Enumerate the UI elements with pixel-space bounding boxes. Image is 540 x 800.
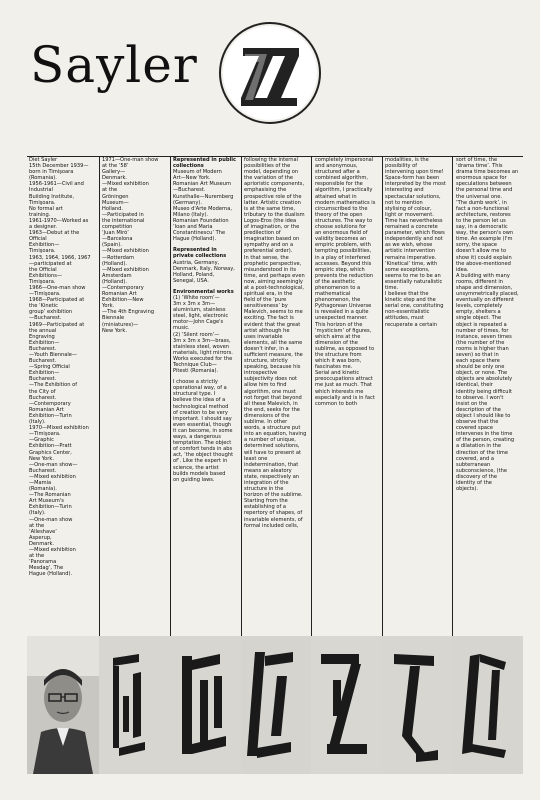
column-text: I choose a strictly operational way, of a structural type. I believe the idea of a technological method of creation to be very important. I should say even essential, though it can become, in some ways, a dangerous temptation. The object of comfort tends in abs act, ‘the object thought of’. Like the expert in science, the artist builds models based on guiding laws.	[173, 379, 234, 483]
artist-portrait	[27, 636, 99, 774]
artwork-panel	[452, 636, 523, 774]
artwork-panel	[170, 636, 241, 774]
column-biography-2	[102, 157, 168, 637]
column-essay-1	[244, 157, 310, 637]
column-text: 1971—One-man show at the ‘58’ Gallery— Denmark. —Mixed exhibition at the Gröningen Museum— Holland. —Participated in the international competition ‘Juan Miró’ —Barcelona (Spain). —Mixed exhibition —Rotterdam (Holland). —Mixed exhibition Amsterdam (Holland). —Contemporary Romanian Art Exhibition—New York. —The 4th Engraving Biennale (miniatures)— New York.	[102, 157, 159, 334]
section-heading: Environmental works	[173, 288, 234, 295]
column-collections	[173, 157, 239, 637]
column-essay-3	[385, 157, 451, 637]
column-essay-4	[456, 157, 522, 637]
artwork-panel	[311, 636, 382, 774]
column-text: modalities, is the possibility of intervening upon time! Space-form has been interpreted by the most interesting and spectacular solutions, not to mention stylising of colour, light or movement. Time has nevertheless remained a concrete parameter, which flows independently and not as we wish, whose artistic intervention remains imperative. ‘Kinetical’ time, with some exceptions, seems to me to be an essentially naturalistic time. I believe that the kinetic step and the serial one, constituting non-essentialistic attitudes, must recuperate a certain	[385, 157, 446, 328]
column-text: (1) ‘White room’— 3m x 3m x 3m— aluminium, stainless steel, light, electronic motor—John Cage's music. (2) ‘Silent room’— 3m x 3m x 3m—brass, stainless steel, woven materials, light mirrors. Works executed for the Technique Club— Pitesti (Romania).	[173, 294, 233, 375]
column-text: sort of time, the ‘drama time’. This drama time becomes an enormous space for speculations between the personal time and the universal one. ‘The dumb work’, in fact a non-functional architecture, restores to the person let us say, in a democratic way, the person's own time. An example (I'm sorry, the space doesn't allow me to show it) could explain the above-mentioned idea. A building with many rooms, different in shape and dimension, unsymmetrically placed, eventually on different levels, completely empty, shelters a single object. The object is repeated a number of times, for instance, seven times (the number of the rooms is higher than seven) so that in each space there should be only one object, or none. The objects are absolutely identical, their identity being difficult to observe. I won't insist on the description of the object I should like to observe that the covered space intervenes in the time of the person, creating a dilatation in the direction of the time covered, and a subterranean subconscience, (the discovery of the identity of the objects).	[456, 157, 519, 493]
column-biography-1	[29, 157, 97, 637]
column-text: completely impersonal and anonymous, structured after a combined algorithm, responsible for the algorithm, I practically attained what in modern mathematics is circumscribed to the theory of the open structures. The way to choose solutions for an enormous field of validity becomes an empiric problem, with tempting possibilities, in a play of interfered accesses. Beyond this empiric step, which prevents the reduction of the aesthetic phenomenon to a mathematical phenomenon, the Pythagorean Universe is revealed in a quite unexpected manner. This horizon of the ‘mysticism’ of figures, which aims at the dimension of the sublime, as opposed to the structure from which it was born, fascinates me. Serial and kinetic preoccupations attract me just as much. That which interests me especially and is in fact common to both	[315, 157, 376, 407]
section-heading: Represented in private collections	[173, 247, 227, 260]
section-heading: Represented in public collections	[173, 157, 236, 170]
zz-logo-icon	[215, 18, 325, 128]
page-title: Sayler	[30, 36, 198, 94]
column-text: Diet Sayler 15th December 1939— born in Timişoara (Romania). 1956-1961—Civil and Industrial Building Institute, Timişoara. No formal art training. 1961-1970—Worked as a designer. 1963—Debut at the Official Exhibition— Timişoara. 1963, 1964, 1966, 1967 —participated at the Official Exhibitions— Timişoara. 1966—One-man show —Timişoara. 1968—Participated at the ‘Kinetic group’ exhibition —Bucharest. 1969—Participated at the annual Engraving Exhibition— Bucharest. —Youth Biennale— Bucharest. —Spring Official Exhibition— Bucharest. —The Exhibition of the City of Bucharest. —Contemporary Romanian Art Exhibition—Turin (Italy). 1970—Mixed exhibition —Timişoara. —Graphic Exhibition—Pratt Graphics Center, New York. —One-man show— Bucharest. —Mixed exhibition —Mamia (Romania). —The Romanian Art Museum's Exhibition—Turin (Italy). —One-man show at the ‘Alleshave’ Asperup, Denmark. —Mixed exhibition at the ‘Panorama Mesdag’, The Hague (Holland).	[29, 157, 91, 578]
artwork-panel	[241, 636, 311, 774]
column-essay-2	[315, 157, 381, 637]
text-columns	[27, 157, 523, 637]
column-text: Austria, Germany, Denmark, Italy, Norway, Holland, Poland, Senegal, USA.	[173, 259, 235, 284]
column-text: Museum of Modern Art—New York. Romanian Art Museum —Bucharest. Kunsthalle—Nuremberg (Germany). Museo d'Arte Moderna, Milano (Italy). Romanian Foundation ‘Ioan and Maria Constantinescu’ The Hague (Holland).	[173, 169, 234, 243]
artwork-panel	[382, 636, 452, 774]
column-text: following the internal possibilities of the model, depending on the variation of the aprioristic components, emphasising the prospective role of the latter. Artistic creation is at the same time, tributary to the dualism Logos-Eros (the idea of imagination, or the predilection of imagination based on sympathy and on a preferential order). In that sense, the prophetic perspective, misunderstood in its time, and perhaps even now, aiming seemingly at a post-technological, spiritual era, in the field of the ‘pure sensitiveness’ by Malevich, seems to me exciting. The fact is evident that the great artist although he uses invariable elements, all the same doesn't infer, in a sufficient measure, the structure, strictly speaking, because his introspective subjectivity does not allow him to find algorithm, one must not forget that beyond all these Malevich, in the end, seeks for the dimensions of the sublime. In other words, a structure put into an equation, having a number of unique, determined solutions, will have to present at least one indetermination, that means an aleatory state, respectively an integration of the structure in the horizon of the sublime. Starting from the establishing of a repertory of shapes, of invariable elements, of formal included cells,	[244, 157, 307, 529]
artwork-panel	[99, 636, 170, 774]
